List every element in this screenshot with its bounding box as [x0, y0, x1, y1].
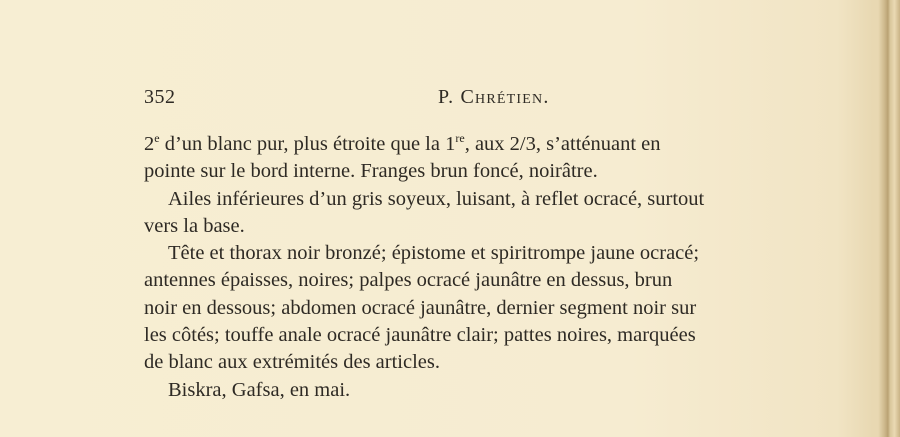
text-line-2: pointe sur le bord interne. Franges brun foncé, noirâtre.: [144, 160, 598, 183]
running-head: [438, 86, 550, 109]
text-line-4: vers la base.: [144, 214, 245, 237]
line-1-superscript-re: re: [455, 131, 465, 145]
line-1-ordinal: 2: [144, 133, 155, 155]
text-line-5: Tête et thorax noir bronzé; épistome et spiritrompe jaune ocracé;: [168, 242, 700, 265]
text-line-10: Biskra, Gafsa, en mai.: [168, 378, 351, 401]
text-line-6: antennes épaisses, noires; palpes ocracé jaunâtre en dessus, brun: [144, 269, 673, 292]
text-line-9: de blanc aux extrémités des articles.: [144, 351, 440, 374]
text-line-3: Ailes inférieures d’un gris soyeux, luisant, à reflet ocracé, surtout: [168, 187, 705, 210]
line-1-superscript-e: e: [154, 131, 160, 145]
text-line-8: les côtés; touffe anale ocracé jaunâtre clair; pattes noires, marquées: [144, 324, 696, 347]
text-line-7: noir en dessous; abdomen ocracé jaunâtre, dernier segment noir sur: [144, 296, 697, 319]
text-line-1: [144, 131, 856, 158]
running-head-name: Chrétien.: [460, 86, 550, 108]
line-1-end: , aux 2/3, s’atténuant en: [464, 133, 661, 155]
page-edge: [878, 0, 900, 437]
page-header: [144, 86, 856, 112]
page-number: 352: [144, 86, 176, 108]
running-head-initial: P.: [438, 86, 461, 108]
line-1-middle: d’un blanc pur, plus étroite que la 1: [159, 133, 456, 155]
body-text: [144, 131, 856, 404]
